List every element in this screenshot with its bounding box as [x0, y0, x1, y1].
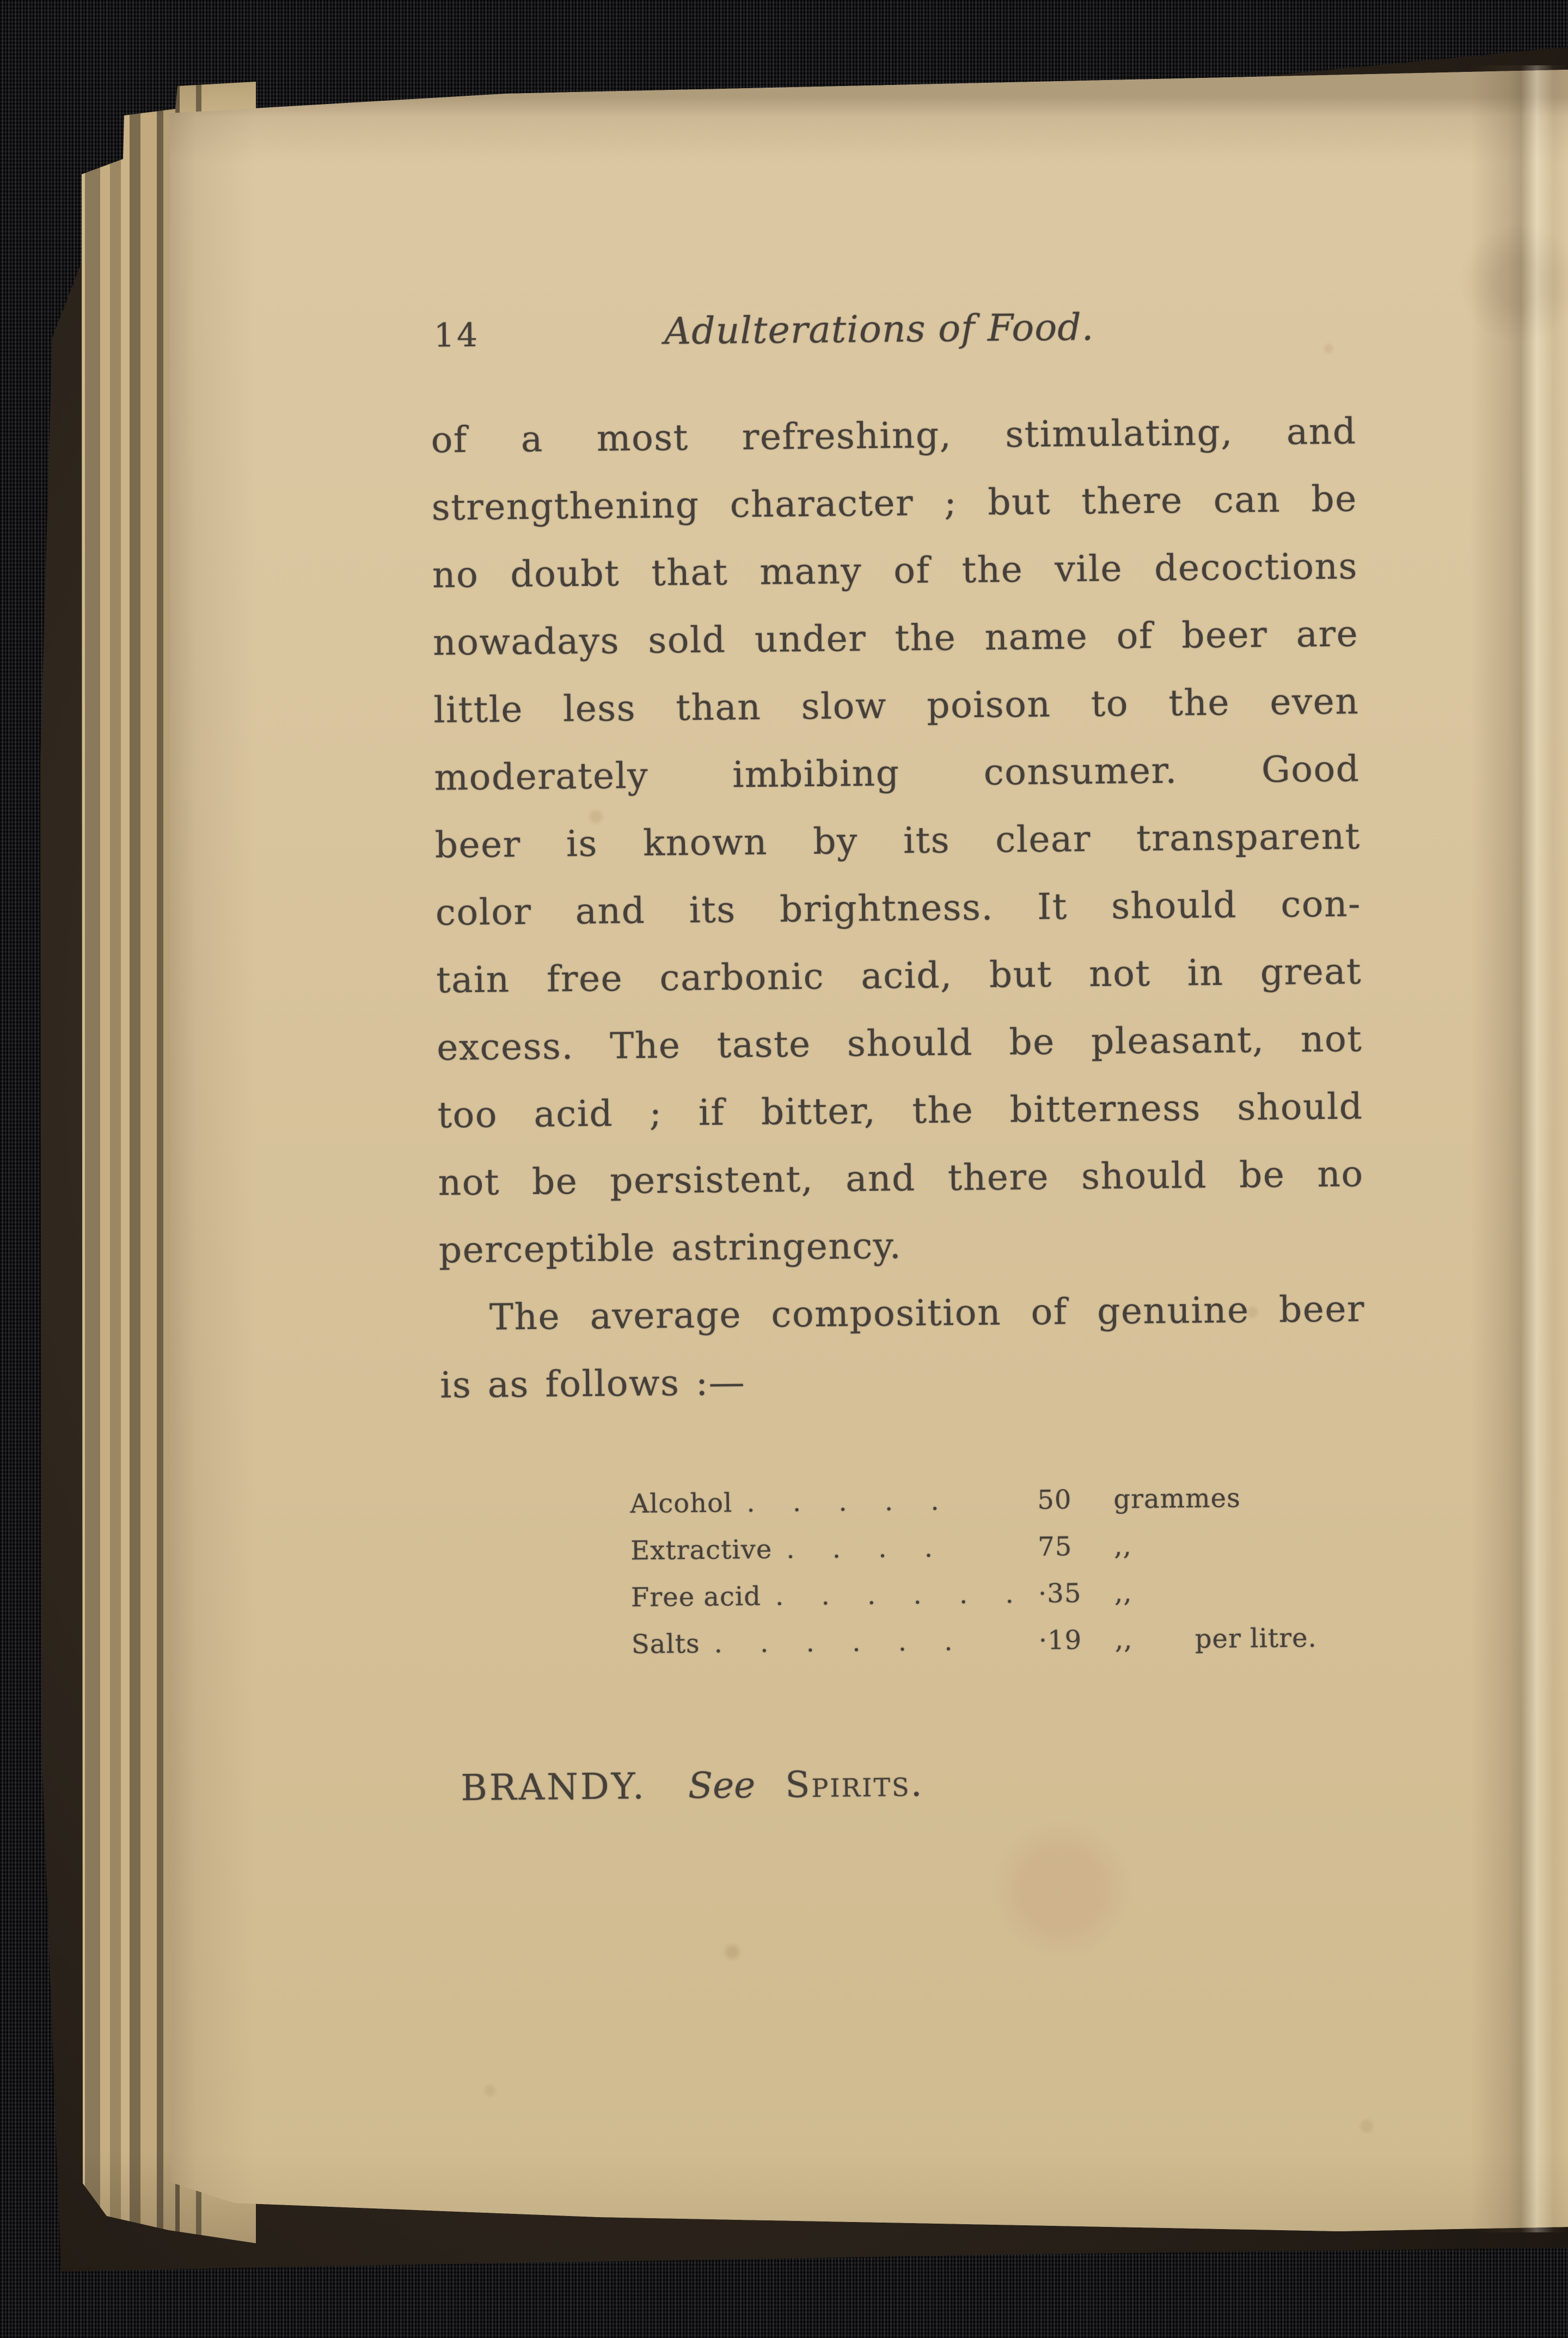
- body-line: tain free carbonic acid, but not in great: [436, 950, 1362, 1001]
- composition-table: [630, 1482, 1356, 1676]
- row-label: Salts: [631, 1629, 700, 1660]
- table-row: [630, 1482, 1355, 1536]
- see-label: See: [688, 1764, 756, 1807]
- body-line: too acid ; if bitter, the bitterness should: [437, 1085, 1363, 1136]
- row-label: Alcohol: [630, 1488, 733, 1520]
- body-line: little less than slow poison to the even: [433, 680, 1359, 731]
- row-value: 50: [1037, 1484, 1072, 1516]
- table-row: [632, 1622, 1356, 1676]
- body-line: excess. The taste should be pleasant, not: [436, 1018, 1363, 1069]
- body-line: strengthening character ; but there can be: [431, 478, 1358, 529]
- row-value: 75: [1037, 1531, 1073, 1563]
- page-number: 14: [433, 316, 480, 355]
- row-label: Free acid: [630, 1581, 762, 1613]
- spirits-ref: Spirits.: [785, 1762, 924, 1806]
- body-line: perceptible astringency.: [438, 1225, 902, 1271]
- leader-dots: . . . . . .: [714, 1626, 953, 1659]
- body-line: The average composition of genuine beer: [489, 1288, 1365, 1338]
- body-line: color and its brightness. It should con-: [435, 883, 1362, 934]
- leader-dots: . . . . . .: [775, 1578, 1015, 1612]
- body-line: beer is known by its clear transparent: [434, 815, 1361, 866]
- body-line: is as follows :—: [439, 1361, 746, 1406]
- row-tail: per litre.: [1195, 1623, 1318, 1655]
- leader-dots: . . . . .: [746, 1485, 940, 1519]
- table-row: [631, 1576, 1356, 1630]
- body-line: moderately imbibing consumer. Good: [434, 748, 1360, 799]
- leader-dots: . . . .: [786, 1532, 934, 1565]
- row-unit: grammes: [1113, 1483, 1241, 1515]
- brandy-cross-reference: [461, 1762, 924, 1810]
- row-unit: ,,: [1113, 1531, 1132, 1562]
- body-line: of a most refreshing, stimulating, and: [431, 410, 1357, 461]
- table-row: [630, 1529, 1355, 1583]
- row-unit: ,,: [1114, 1577, 1132, 1608]
- body-line: nowadays sold under the name of beer are: [432, 613, 1359, 664]
- row-value: ·19: [1038, 1625, 1082, 1656]
- row-value: ·35: [1038, 1578, 1082, 1609]
- running-head-title: Adulterations of Food.: [664, 305, 1094, 353]
- entry-term: BRANDY.: [460, 1765, 647, 1809]
- row-unit: ,,: [1114, 1624, 1133, 1655]
- body-text: [431, 397, 1366, 1419]
- body-line: no doubt that many of the vile decoctions: [432, 545, 1358, 596]
- body-line: not be persistent, and there should be no: [438, 1153, 1364, 1204]
- row-label: Extractive: [630, 1534, 773, 1566]
